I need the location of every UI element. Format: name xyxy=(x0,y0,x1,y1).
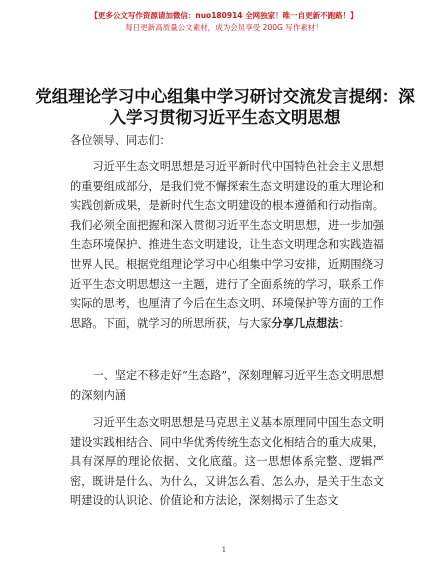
promo-banner xyxy=(0,10,448,34)
paragraph-1-tail: ： xyxy=(338,316,350,330)
body-paragraph-1 xyxy=(70,157,384,333)
paragraph-1-text: 习近平生态文明思想是习近平新时代中国特色社会主义思想的重要组成部分，是我们党不懈探索生态文明建设的重大理论和实践创新成果，是新时代生态文明建设的根本遵循和行动指南。我们必须全面把握和深入贯彻习近平生态文明思想，进一步加强生态环境保护、推进生态文明建设，让生态文明理念和实践造福世界人民。根据党组理论学习中心组集中学习安排，近期围绕习近平生态文明思想这一主题，进行了全面系统的学习，联系工作实际的思考，也厘清了今后在生态文明、环境保护等方面的工作思路。下面，就学习的所思所获，与大家 xyxy=(70,160,384,330)
promo-line-2: 每日更新高质量公文素材，成为会员享受 200G 写作素材！ xyxy=(125,23,323,32)
promo-line-1: 【更多公文写作资源请加微信：nuo180914 全网独家！唯一自更新不跑路！】 xyxy=(90,11,358,20)
document-title: 党组理论学习中心组集中学习研讨交流发言提纲：深入学习贯彻习近平生态文明思想 xyxy=(35,87,415,127)
paragraph-1-bold-phrase: 分享几点想法 xyxy=(271,316,339,330)
salutation: 各位领导、同志们： xyxy=(70,134,171,147)
page-number: 1 xyxy=(221,546,227,554)
section-heading-1: 一、坚定不移走好“生态路”，深刻理解习近平生态文明思想的深刻内涵 xyxy=(70,369,384,402)
body-paragraph-2: 习近平生态文明思想是马克思主义基本原理同中国生态文明建设实践相结合、同中华优秀传统生态文化相结合的重大成果，具有深厚的理论依据、文化底蕴。这一思想体系完整、逻辑严密，既讲是什么、为什么，又讲怎么看、怎么办，是关于生态文明建设的认识论、价值论和方法论，深刻揭示了生态文 xyxy=(70,416,384,508)
